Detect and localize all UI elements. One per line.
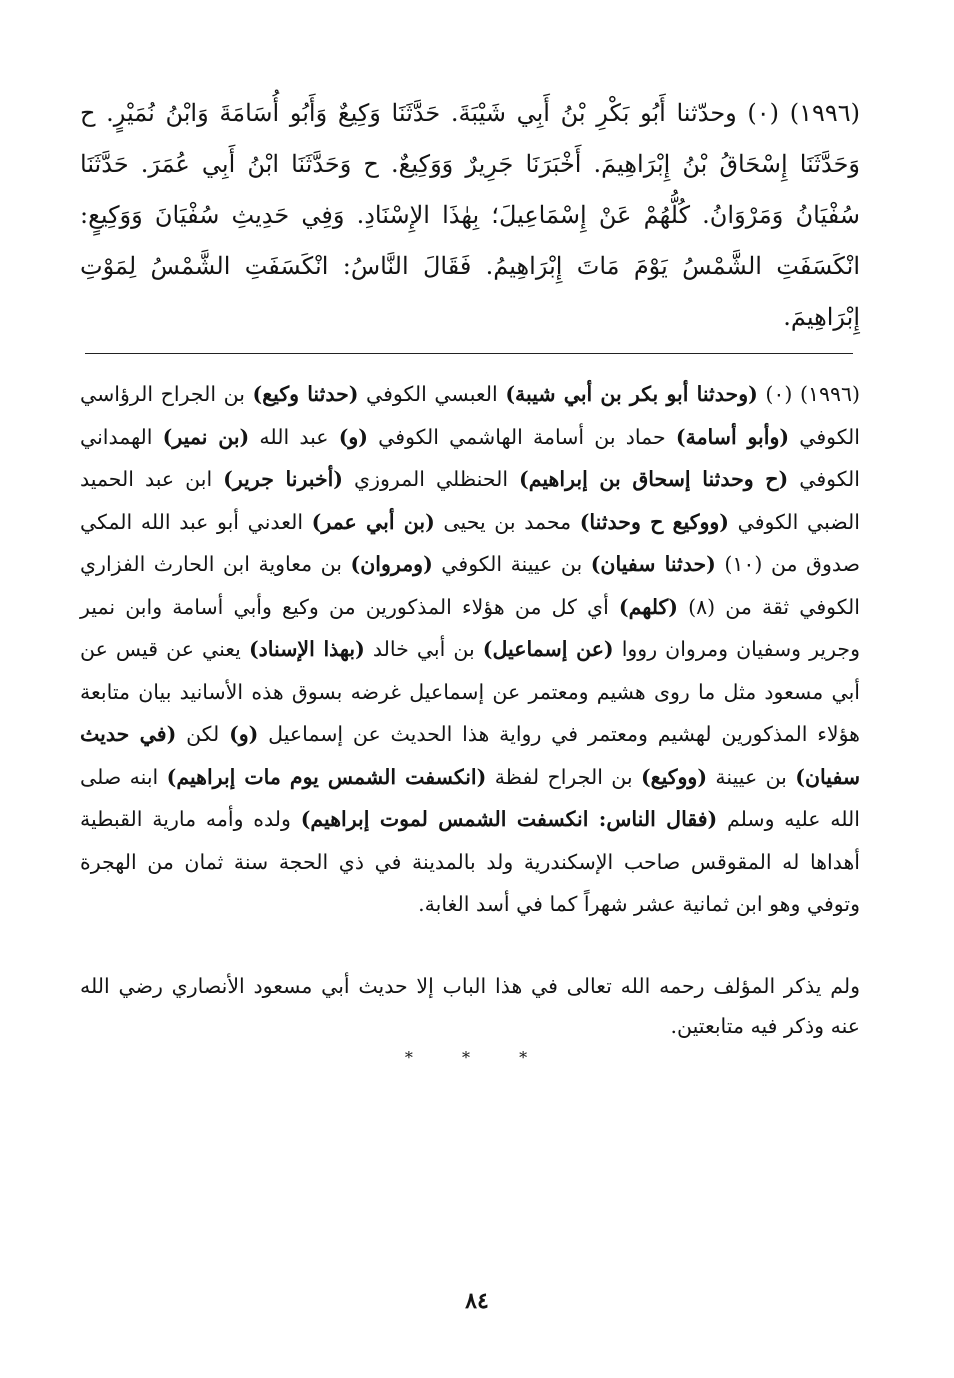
commentary-bold-segment: (فقال الناس: انكسفت الشمس لموت إبراهيم) <box>300 807 718 831</box>
commentary-bold-segment: (ح وحدثنا إسحاق بن إبراهيم) <box>519 467 789 491</box>
commentary-bold-segment: (عن إسماعيل) <box>482 637 614 661</box>
commentary-segment: بن الجراح الرؤاسي الكوفي <box>80 382 860 449</box>
commentary-segment: حماد بن أسامة الهاشمي الكوفي <box>368 424 676 449</box>
commentary-segment: أي كل من هؤلاء المذكورين من وكيع وأبي أسامة وابن نمير وجرير وسفيان ومروان رووا <box>80 594 860 661</box>
commentary-segment: (١٩٩٦) (٠) <box>757 382 861 406</box>
commentary-segment: العبسي الكوفي <box>358 382 506 406</box>
commentary-bold-segment: (كلهم) <box>618 594 678 619</box>
commentary-segment: ابن عبد الحميد الضبي الكوفي <box>80 467 860 534</box>
commentary-bold-segment: (ووكيع) <box>640 764 708 789</box>
footnote-divider <box>85 353 853 354</box>
commentary-segment: عبد الله <box>249 424 339 449</box>
hadith-text: (١٩٩٦) (٠) وحدّثنا أَبُو بَكْرِ بْنُ أَبِي شَيْبَةَ. حَدَّثَنَا وَكِيعٌ وَأَبُو أُسَامَةَ وَابْنُ نُمَيْرٍ. ح وَحَدَّثَنَا إِسْحَاقُ بْنُ إِبْرَاهِيمَ. أَخْبَرَنَا جَرِيرٌ وَوَكِيعٌ. ح وَحَدَّثَنَا ابْنُ أَبِي عُمَرَ. حَدَّثَنَا سُفْيَانُ وَمَرْوَانُ. كُلُّهُمْ عَنْ إِسْمَاعِيلَ؛ بِهٰذَا الإِسْنَادِ. وَفِي حَدِيثِ سُفْيَانَ وَوَكِيعٍ: انْكَسَفَتِ الشَّمْسُ يَوْمَ مَاتَ إِبْرَاهِيمُ. فَقَالَ النَّاسُ: انْكَسَفَتِ الشَّمْسُ لِمَوْتِ إِبْرَاهِيمَ. <box>80 99 860 331</box>
section-separator: * * * <box>404 1048 550 1067</box>
commentary-bold-segment: (وحدثنا أبو بكر بن أبي شيبة) <box>505 382 758 406</box>
commentary-segment: بن عيينة الكوفي <box>432 552 591 576</box>
commentary-segment: الحنظلي المروزي <box>343 467 520 491</box>
commentary-segment: بن معاوية ابن الحارث الفزاري الكوفي ثقة من (٨) <box>80 552 860 619</box>
commentary-segment: لكن <box>176 722 230 746</box>
commentary-block <box>80 373 860 926</box>
commentary-bold-segment: (وأبو أسامة) <box>675 424 790 449</box>
commentary-bold-segment: (حدثنا سفيان) <box>590 552 716 576</box>
commentary-segment: العدني أبو عبد الله المكي صدوق من (١٠) <box>80 509 861 576</box>
commentary-segment: محمد بن يحيى <box>434 509 580 534</box>
commentary-segment: بن عيينة <box>707 764 796 789</box>
commentary-segment: ابنه صلى الله عليه وسلم <box>80 764 860 831</box>
commentary-bold-segment: (حدثنا وكيع) <box>252 382 359 406</box>
commentary-bold-segment: (بهذا الإسناد) <box>248 637 365 661</box>
commentary-paragraph <box>80 373 860 926</box>
commentary-segment: بن الجراح لفظة <box>486 764 641 789</box>
commentary-bold-segment: (في حديث سفيان) <box>80 722 860 789</box>
commentary-segment: بن أبي خالد <box>364 637 483 661</box>
commentary-bold-segment: (بن أبي عمر) <box>311 509 435 534</box>
commentary-segment: ولده وأمه مارية القبطية أهداها له المقوقس صاحب الإسكندرية ولد بالمدينة في ذي الحجة سنة ثمان من الهجرة وتوفي وهو ابن ثمانية عشر شهراً كما في أسد الغابة. <box>80 807 860 916</box>
commentary-bold-segment: (أخبرنا جرير) <box>223 467 344 491</box>
closing-note: ولم يذكر المؤلف رحمه الله تعالى في هذا الباب إلا حديث أبي مسعود الأنصاري رضي الله عنه وذكر فيه متابعتين. <box>80 974 860 1038</box>
commentary-bold-segment: (انكسفت الشمس يوم مات إبراهيم) <box>166 764 487 789</box>
commentary-bold-segment: (و) <box>229 722 259 746</box>
commentary-segment: يعني عن قيس عن أبي مسعود مثل ما روى هشيم ومعتمر عن إسماعيل غرضه بسوق هذه الأسانيد بيان متابعة هؤلاء المذكورين لهشيم ومعتمر في رواية هذا الحديث عن إسماعيل <box>80 637 860 746</box>
commentary-segment: الهمداني الكوفي <box>80 424 860 491</box>
commentary-bold-segment: (ووكيع ح وحدثنا) <box>579 509 729 534</box>
page-number: ٨٤ <box>465 1288 489 1314</box>
commentary-bold-segment: (بن نمير) <box>162 424 250 449</box>
commentary-bold-segment: (و) <box>338 424 368 449</box>
commentary-bold-segment: (ومروان) <box>350 552 433 576</box>
